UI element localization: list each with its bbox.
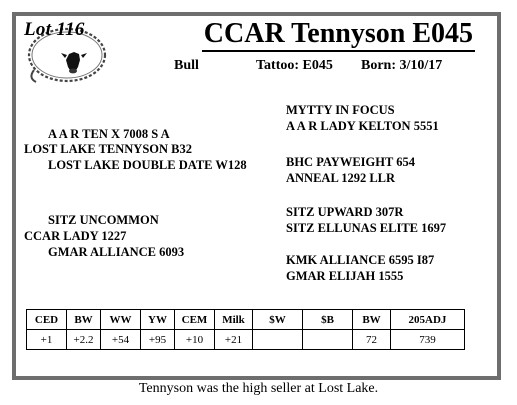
epd-header-milk: Milk xyxy=(215,310,253,330)
epd-table xyxy=(26,309,465,350)
mate-line-7: KMK ALLIANCE 6595 I87 xyxy=(286,253,435,267)
epd-header-bw: BW xyxy=(67,310,101,330)
epd-header-ww: WW xyxy=(101,310,141,330)
epd-value-ww: +54 xyxy=(101,330,141,350)
epd-header-ced: CED xyxy=(27,310,67,330)
epd-value-bw: +2.2 xyxy=(67,330,101,350)
epd-value-ced: +1 xyxy=(27,330,67,350)
epd-value-dollar-w xyxy=(253,330,303,350)
epd-value-row xyxy=(27,330,465,350)
epd-header-row xyxy=(27,310,465,330)
mate-line-5: SITZ UPWARD 307R xyxy=(286,205,404,219)
epd-header-actual-bw: BW xyxy=(353,310,391,330)
epd-header-dollar-w: $W xyxy=(253,310,303,330)
pedigree-sire: LOST LAKE TENNYSON B32 xyxy=(24,142,192,156)
epd-value-205adj: 739 xyxy=(391,330,465,350)
pedigree-sire-sire: A A R TEN X 7008 S A xyxy=(48,127,170,141)
lot-card xyxy=(12,12,501,380)
epd-value-milk: +21 xyxy=(215,330,253,350)
epd-value-dollar-b xyxy=(303,330,353,350)
cattle-icon xyxy=(61,52,87,73)
epd-header-yw: YW xyxy=(141,310,175,330)
epd-header-cem: CEM xyxy=(175,310,215,330)
pedigree-dam-sire: SITZ UNCOMMON xyxy=(48,213,159,227)
caption: Tennyson was the high seller at Lost Lake. xyxy=(138,381,379,396)
lot-number: Lot 116 xyxy=(24,19,85,40)
mate-line-3: BHC PAYWEIGHT 654 xyxy=(286,155,415,169)
born-label: Born: 3/10/17 xyxy=(361,58,443,73)
tattoo-label: Tattoo: E045 xyxy=(256,58,333,73)
epd-header-dollar-b: $B xyxy=(303,310,353,330)
mate-line-8: GMAR ELIJAH 1555 xyxy=(286,269,404,283)
pedigree-dam: CCAR LADY 1227 xyxy=(24,229,127,243)
sex-label: Bull xyxy=(174,58,199,73)
epd-header-205adj: 205ADJ xyxy=(391,310,465,330)
epd-value-cem: +10 xyxy=(175,330,215,350)
pedigree-sire-dam: LOST LAKE DOUBLE DATE W128 xyxy=(48,158,247,172)
mate-line-2: A A R LADY KELTON 5551 xyxy=(286,119,439,133)
pedigree-dam-dam: GMAR ALLIANCE 6093 xyxy=(48,245,185,259)
mate-line-6: SITZ ELLUNAS ELITE 1697 xyxy=(286,221,447,235)
epd-value-yw: +95 xyxy=(141,330,175,350)
animal-name-title: CCAR Tennyson E045 xyxy=(202,18,475,52)
mate-line-1: MYTTY IN FOCUS xyxy=(286,103,395,117)
epd-value-actual-bw: 72 xyxy=(353,330,391,350)
mate-line-4: ANNEAL 1292 LLR xyxy=(286,171,396,185)
